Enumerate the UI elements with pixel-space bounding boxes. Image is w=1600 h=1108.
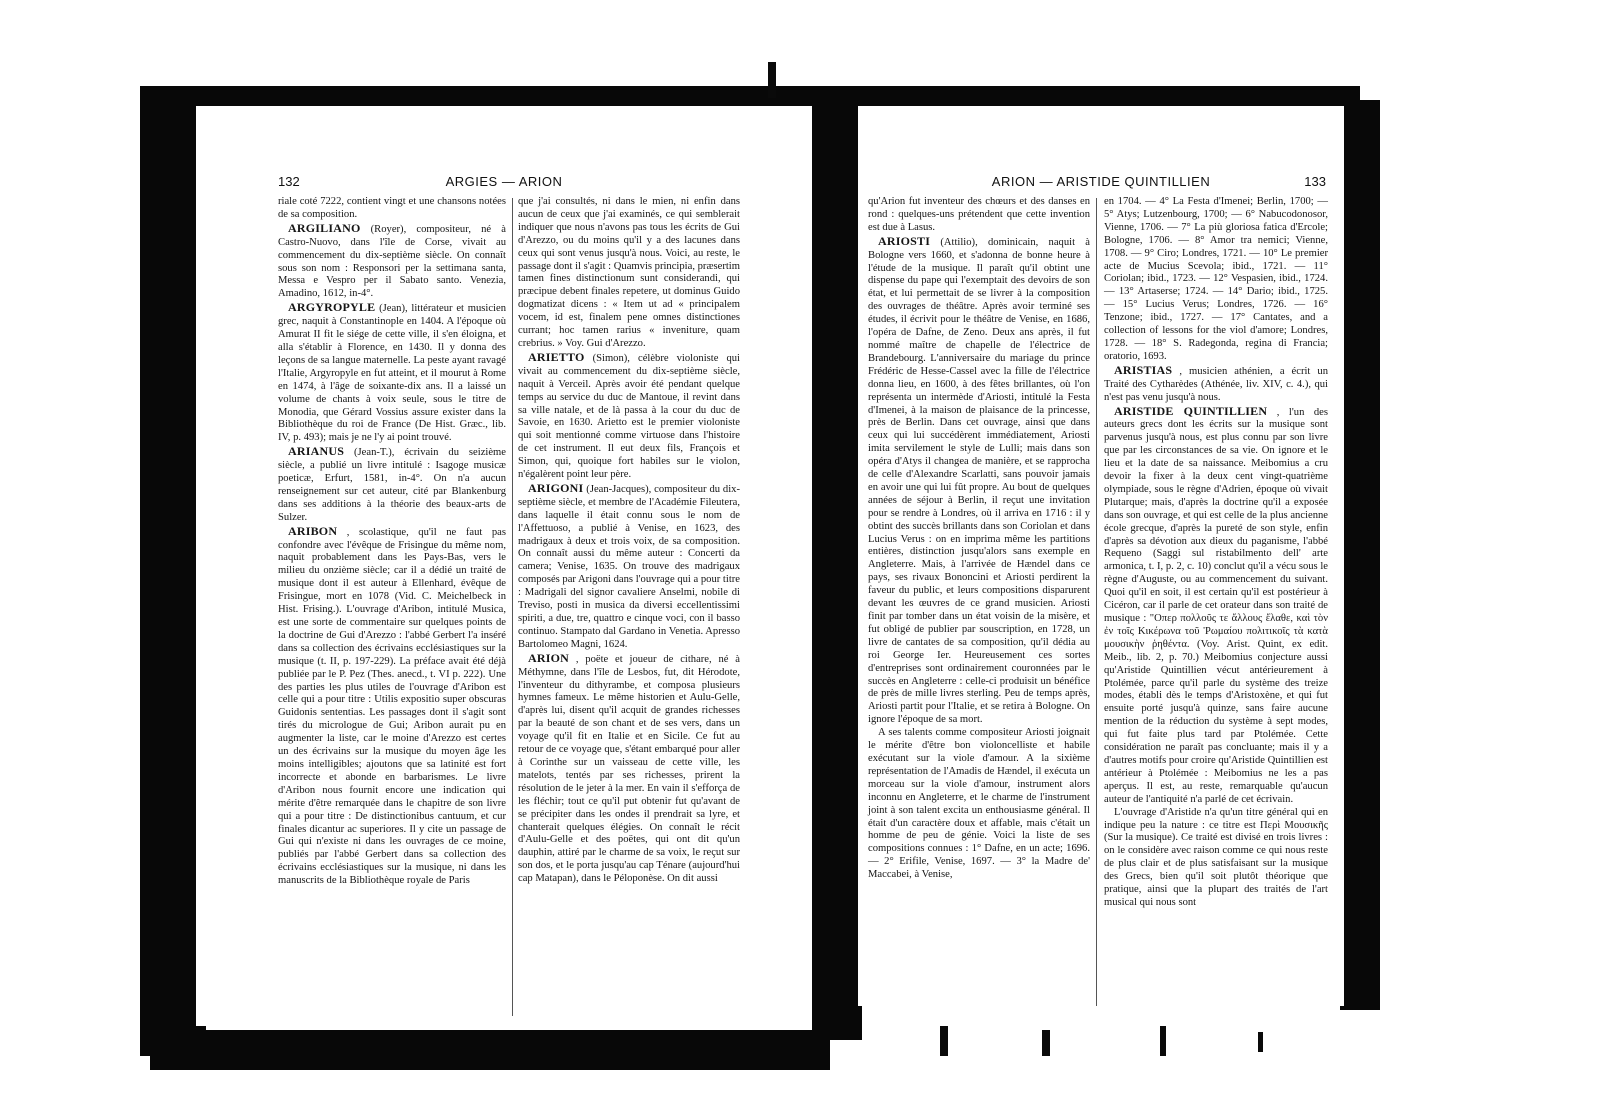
entry-body: (Jean-T.), écrivain du seizième siècle, a publié un livre intitulé : Isagoge musicæ poeticæ, Erfurt, 1581, in-4°. On n'a aucun renseignement sur cet auteur, cité par Blankenburg dans ses additions à la théorie des beaux-arts de Sulzer. <box>278 447 506 523</box>
scan-shadow-bottom <box>150 1030 830 1070</box>
edge-mark <box>940 1026 948 1056</box>
entry-headword: ARGYROPYLE <box>288 300 376 315</box>
dictionary-entry <box>278 301 506 445</box>
book-gutter <box>812 100 862 1040</box>
dictionary-entry <box>1104 364 1328 405</box>
left-page <box>196 106 812 1026</box>
running-head <box>858 174 1344 194</box>
entry-body: , musicien athénien, a écrit un Traité des Cytharèdes (Athénée, liv. XIV, c. 4.), qui n'est pas venu jusqu'à nous. <box>1104 365 1328 403</box>
column-rule <box>512 198 513 1016</box>
entry-headword: ARISTIAS <box>1114 362 1173 377</box>
text-column <box>278 196 506 888</box>
entry-body: L'ouvrage d'Aristide n'a qu'un titre général qui en indique peu la nature : ce titre est Περὶ Μουσικῆς (Sur la musique). Ce traité est divisé en trois livres : on le considère avec raison comme ce qui nous reste de plus clair et de plus satisfaisant sur la musique des Grecs, bien qu'il soit plutôt théorique que pratique, ainsi que la plupart des traités de l'art musical qui nous sont <box>1104 806 1328 908</box>
running-head-title: ARION — ARISTIDE QUINTILLIEN <box>991 174 1211 189</box>
running-head-title: ARGIES — ARION <box>445 174 563 189</box>
entry-headword: ARIBON <box>288 523 338 538</box>
entry-body: (Attilio), dominicain, naquit à Bologne vers 1660, et s'adonna de bonne heure à l'étude de la musique. Il paraît qu'il obtint une dispense du pape qui l'exemptait des devoirs de son état, et lui permettait de se livrer à la composition des ouvrages de théâtre. Après avoir terminé ses études, il écrivit pour le théâtre de Venise, en 1686, l'opéra de Dafne, de Zeno. Deux ans après, il fut nommé maître de chapelle de l'électrice de Brandebourg. L'anniversaire du mariage du prince Frédéric de Hesse-Cassel avec la fille de l'électrice donna lieu, en 1600, à des fêtes brillantes, où l'on représenta un intermède d'Ariosti, intitulé la Festa d'Imenei, à la maison de plaisance de la princesse, près de Berlin. Dans cet ouvrage, ainsi que dans ceux qui lui succédèrent immédiatement, Ariosti imita servilement le style de Lulli; mais dans son opéra d'Atys il changea de manière, et se rapprocha de celle d'Alexandre Scarlatti, sans pouvoir jamais en avoir une qui lui fût propre. Au bout de quelques années de séjour à Berlin, il reçut une invitation pour se rendre à Londres, où il arriva en 1716 : il y obtint des succès brillants dans son Coriolan et dans Lucius Verus : on en imprima même les partitions entières, distinction jusqu'alors sans exemple en Angleterre. Mais, à l'arrivée de Hændel dans ce pays, ses rivaux Bononcini et Ariosti perdirent la faveur du public, et leurs compositions disparurent devant les œuvres de ce grand musicien. Ariosti finit par tomber dans un état voisin de la misère, et fut obligé de publier par souscription, en 1728, un livre de cantates de sa composition, qu'il dédia au roi George Ier. Heureusement ces sortes d'entreprises sont ordinairement couronnées par le succès en Angleterre : celle-ci produisit un bénéfice de près de mille livres sterling. Peu de temps après, Ariosti partit pour l'Italie, et se retira à Bologne. On ignore l'époque de sa mort. <box>868 236 1090 726</box>
dictionary-entry <box>278 222 506 301</box>
dictionary-entry <box>278 445 506 524</box>
right-page <box>858 106 1344 1006</box>
entry-body: , scolastique, qu'il ne faut pas confondre avec l'évêque de Frisingue du même nom, naquit probablement dans les Pays-Bas, vers le milieu du onzième siècle; car il a dédié un traité de musique dont il est auteur à Ellenhard, évêque de Frisingue, mort en 1078 (Vid. C. Meichelbeck in Hist. Frising.). L'ouvrage d'Aribon, intitulé Musica, est une sorte de commentaire sur quelques points de la doctrine de Gui d'Arezzo : l'abbé Gerbert l'a inséré dans sa collection des écrivains ecclésiastiques sur la musique (t. II, p. 197-229). La préface avait été déjà publiée par le P. Pez (Thes. anecd., t. VI p. 222). Une des parties les plus utiles de l'ouvrage d'Aribon est celle qui a pour titre : Utilis expositio super obscuras Guidonis sententias. Les passages dont il s'agit sont tirés du micrologue de Gui; Aribon aurait pu en augmenter la liste, car le moine d'Arezzo est certes un des écrivains sur la musique du moyen âge les moins intelligibles; ajoutons que sa latinité est fort incorrecte et abonde en barbarismes. Le livre d'Aribon nous fournit encore une indication qui mérite d'être remarquée dans le chapitre de son livre qui a pour titre : De distinctionibus cantuum, et cur finales dicantur ac superiores. Il y cite un passage de Gui qui n'existe ni dans les ouvrages de ce moine, publiés par l'abbé Gerbert dans sa collection des écrivains ecclésiastiques sur la musique, ni dans les manuscrits de la Bibliothèque royale de Paris <box>278 526 506 887</box>
entry-text <box>278 196 506 222</box>
edge-mark <box>1042 1030 1050 1056</box>
entry-headword: ARISTIDE QUINTILLIEN <box>1114 403 1268 418</box>
entry-body: (Royer), compositeur, né à Castro-Nuovo, dans l'île de Corse, vivait au commencement du dix-septième siècle. On connaît sous son nom : Responsori per la settimana santa, Messa e Vespro per il Sabato santo. Venezia, Amadino, 1612, in-4°. <box>278 223 506 300</box>
entry-text <box>1104 807 1328 910</box>
entry-text <box>868 727 1090 882</box>
entry-body: , poëte et joueur de cithare, né à Méthymne, dans l'île de Lesbos, fut, dit Hérodote, l'inventeur du dithyrambe, et composa plusieurs hymnes fameux. Le même historien et Aulu-Gelle, d'après lui, disent qu'il acquit de grandes richesses par la beauté de son chant et de ses vers, dans un voyage qu'il fit en Italie et en Sicile. Ce fut au retour de ce voyage que, s'étant embarqué pour aller à Corinthe sur un vaisseau de cette ville, les matelots, tentés par ses richesses, prirent la résolution de le jeter à la mer. En vain il s'efforça de les fléchir; tout ce qu'il put obtenir fut qu'avant de se précipiter dans les ondes il prendrait sa lyre, et chanterait quelques élégies. On connaît le récit d'Aulu-Gelle et des poëtes, qui ont dit qu'un dauphin, attiré par le charme de sa voix, le reçut sur son dos, et le porta jusqu'au cap Ténare (aujourd'hui cap Matapan), dans le Péloponèse. On dit aussi <box>518 653 740 885</box>
dictionary-entry <box>518 652 740 886</box>
edge-mark <box>768 62 776 98</box>
dictionary-entry <box>278 525 506 888</box>
entry-text <box>1104 196 1328 364</box>
text-column <box>518 196 740 886</box>
entry-body: , l'un des auteurs grecs dont les écrits sur la musique sont parvenus jusqu'à nous, est plus connu par son livre que par les circonstances de sa vie. On ignore et le lieu et la date de sa naissance. Meibomius a cru devoir la fixer à la deux cent vingt-quatrième olympiade, sous le règne d'Adrien, époque où vivait Plutarque; mais, d'après la doctrine qu'il a exposée dans son ouvrage, et qui est celle de la plus ancienne école grecque, d'après la pureté de son style, enfin d'après sa dévotion aux dieux du paganisme, l'abbé Requeno (Saggi sul ristabilmento dell' arte armonica, t. I, p. 2, c. 10) conclut qu'il a vécu sous le règne d'Auguste, ou au commencement du suivant. Quoi qu'il en soit, il est certain qu'il est postérieur à Cicéron, car il parle de cet orateur dans son traité de musique : "Οπερ πολλοῦς τε ἄλλους ἔλαθε, καὶ τὸν ἐν τοῖς Κικέρωνα τοῦ Ῥωμαίου πολιτικοῖς τὰ κατὰ μουσικὴν ῥηθέντα. (Voy. Arist. Quint, ex edit. Meib., lib. 2, p. 70.) Meibomius conjecture aussi qu'Aristide Quintillien vécut antérieurement à Ptolémée, parce qu'il parle du système des treize modes, établi dès le temps d'Aristoxène, et qui fut ensuite porté jusqu'à quinze, sans faire aucune mention de la réduction du système à sept modes, qui fut faite plus tard par Ptolémée. Cette considération ne paraît pas concluante; mais il y a d'autres motifs pour croire qu'Aristide Quintillien est antérieur à Ptolémée : Meibomius ne les a pas aperçus. Il est, au reste, remarquable qu'aucun auteur de l'antiquité n'a parlé de cet écrivain. <box>1104 406 1328 805</box>
entry-headword: ARIANUS <box>288 444 345 459</box>
entry-body: riale coté 7222, contient vingt et une chansons notées de sa composition. <box>278 196 506 220</box>
text-column <box>868 196 1090 882</box>
entry-body: que j'ai consultés, ni dans le mien, ni enfin dans aucun de ceux que j'ai examinés, ce qui semblerait indiquer que nous n'avons pas tous les écrits de Gui d'Arezzo, ou du moins qu'il y a des lacunes dans ceux qui sont venus jusqu'à nous. Voici, au reste, le passage dont il s'agit : Quamvis principia, præsertim tamen fines distinctionum sunt considerandi, qui præcipue debent finales repetere, ut dominus Guido dogmatizat dicens : « Item ut ad « principalem vocem, id est, finalem pene omnes distinctiones currant; hoc tamen rarius « inveniture, quam crebrius. » Voy. Gui d'Arezzo. <box>518 196 740 349</box>
scan-shadow-right <box>1340 100 1380 1010</box>
entry-body: A ses talents comme compositeur Ariosti joignait le mérite d'être bon violoncelliste et habile exécutant sur la viole d'amour. A la sixième représentation de l'Amadis de Hændel, il exécuta un morceau sur la viole d'amour, instrument alors inconnu en Angleterre, et le charme de l'instrument joint à son talent excita un enthousiasme général. Il était d'un caractère doux et affable, mais c'était un homme de peu de génie. Voici la liste de ses compositions connues : 1° Dafne, en un acte; 1696. — 2° Erifile, Venise, 1697. — 3° la Madre de' Maccabei, à Venise, <box>868 727 1090 881</box>
entry-body: en 1704. — 4° La Festa d'Imenei; Berlin, 1700; — 5° Atys; Lutzenbourg, 1700; — 6° Nabucodonosor, Vienne, 1706. — 7° La più gloriosa fatica d'Ercole; Bologne, 1706. — 8° Amor tra nemici; Vienne, 1708. — 9° Ciro; Londres, 1721. — 10° Le premier acte de Mucius Scevola; ibid., 1721. — 11° Coriolan; ibid., 1723. — 12° Vespasien, ibid., 1724. — 13° Artaserse; 1724. — 14° Dario; ibid., 1725. — 15° Lucius Verus; Londres, 1726. — 16° Tenzone; ibid., 1727. — 17° Cantates, and a collection of lessons for the viol d'amore; Londres, 1728. — 18° S. Radegonda, regina di Francia; oratorio, 1693. <box>1104 196 1328 362</box>
running-head <box>196 174 812 194</box>
text-column <box>1104 196 1328 910</box>
entry-body: (Jean-Jacques), compositeur du dix-septième siècle, et membre de l'Académie Fileutera, dans laquelle il était connu sous le nom de l'Affettuoso, a publié à Venise, en 1623, des madrigaux à deux et trois voix, de sa composition. On connaît aussi du même auteur : Concerti da camera; Venise, 1635. On trouve des madrigaux composés par Arigoni dans l'ouvrage qui a pour titre : Madrigali del signor cavaliere Anselmi, nobile di Treviso, posti in musica da diversi eccellentissimi spiriti, a due, tre, quattro e cinque voci, con il basso continuo. Stampato dal Gardano in Venetia. Apresso Bartolomeo Magni, 1624. <box>518 483 740 650</box>
page-number: 133 <box>1304 174 1326 189</box>
column-rule <box>1096 198 1097 1006</box>
scan-shadow-top <box>140 86 1360 108</box>
entry-text <box>518 196 740 351</box>
entry-headword: ARIGONI <box>528 480 584 495</box>
dictionary-entry <box>518 482 740 652</box>
entry-text <box>868 196 1090 235</box>
dictionary-entry <box>518 351 740 482</box>
entry-headword: ARION <box>528 650 570 665</box>
edge-mark <box>1160 1026 1166 1056</box>
edge-mark <box>1258 1032 1263 1052</box>
entry-body: qu'Arion fut inventeur des chœurs et des danses en rond : quelques-uns prétendent que cette invention est due à Lasus. <box>868 196 1090 233</box>
entry-headword: ARGILIANO <box>288 220 361 235</box>
entry-headword: ARIETTO <box>528 349 585 364</box>
dictionary-entry <box>868 235 1090 727</box>
page-number: 132 <box>278 174 300 189</box>
entry-body: (Simon), célèbre violoniste qui vivait au commencement du dix-septième siècle, naquit à Verceil. Après avoir été pendant quelque temps au service du duc de Mantoue, il revint dans sa ville natale, et de là passa à la cour du duc de Savoie, en 1630. Arietto est le premier violoniste qui soit mentionné comme virtuose dans l'histoire de cet instrument. Il eut deux fils, François et Simon, qui, quoique fort habiles sur le violon, n'égalèrent point leur père. <box>518 352 740 481</box>
entry-body: (Jean), littérateur et musicien grec, naquit à Constantinople en 1404. A l'époque où Amurat II fit le siége de cette ville, il s'en éloigna, et alla s'établir à Florence, en 1430. Il y donna des leçons de sa langue maternelle. La peste ayant ravagé l'Italie, Argyropyle en fut atteint, et il mourut à Rome en 1474, à l'âge de soixante-dix ans. Il a laissé un volume de chants à voix seule, sous le titre de Monodia, que Gérard Vossius assure exister dans la Bibliothèque du roi de France (De Hist. Græc., lib. IV, p. 493); mais je ne l'y ai point trouvé. <box>278 303 506 444</box>
dictionary-entry <box>1104 405 1328 807</box>
entry-headword: ARIOSTI <box>878 233 931 248</box>
